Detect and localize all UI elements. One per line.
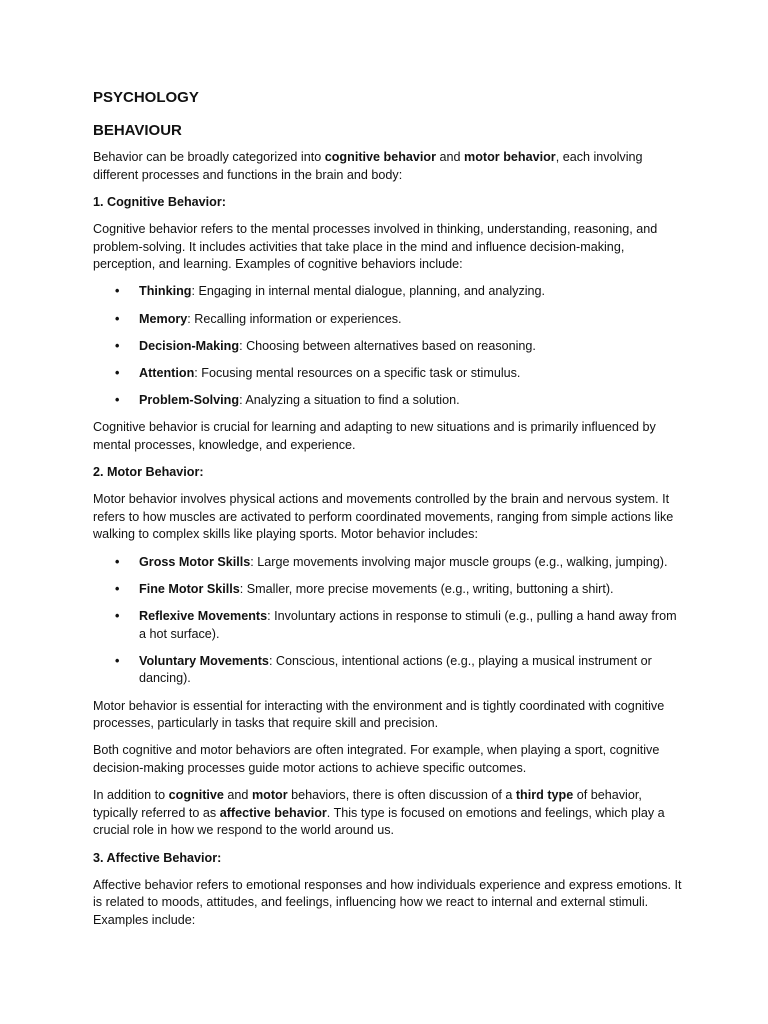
list-item-term: Fine Motor Skills <box>139 581 240 596</box>
document-subtitle: BEHAVIOUR <box>93 122 182 139</box>
bullet-icon: • <box>115 581 120 596</box>
bullet-icon: • <box>115 653 120 668</box>
intro-text-2: and <box>436 150 465 164</box>
list-item-text: : Smaller, more precise movements (e.g., writing, buttoning a shirt). <box>239 581 614 596</box>
cognitive-conclusion: Cognitive behavior is crucial for learning and adapting to new situations and is primarily influenced by mental processes, knowledge, and experience. <box>93 420 656 452</box>
list-item-term: Memory <box>139 311 188 326</box>
motor-list <box>93 554 683 688</box>
list-item-text: : Choosing between alternatives based on reasoning. <box>239 338 536 353</box>
list-item <box>93 283 683 301</box>
list-item <box>93 392 683 410</box>
third-text-5: . This type is focused on emotions and feelings, which play a crucial role in how we respond to the world around us. <box>93 805 665 838</box>
list-item <box>93 653 683 688</box>
intro-text-3: , each involving different processes and functions in the brain and body: <box>93 150 643 182</box>
list-item-text: : Analyzing a situation to find a solution. <box>239 393 460 408</box>
list-item-term: Thinking <box>139 284 192 299</box>
list-item <box>93 581 683 599</box>
list-item-text: : Large movements involving major muscle groups (e.g., walking, jumping). <box>250 554 668 569</box>
bullet-icon: • <box>115 365 120 380</box>
third-bold-motor: motor <box>251 788 288 803</box>
bullet-icon: • <box>115 609 120 623</box>
list-item-term: Reflexive Movements <box>139 609 268 623</box>
motor-description: Motor behavior involves physical actions and movements controlled by the brain and nervous system. It refers to how muscles are activated to perform coordinated movements, ranging from simple actions like walking to complex skills like playing sports. Motor behavior includes: <box>93 492 674 542</box>
motor-conclusion: Motor behavior is essential for interacting with the environment and is tightly coordinated with cognitive processes, particularly in tasks that require skill and precision. <box>93 698 665 731</box>
third-text-1: In addition to <box>93 788 169 803</box>
bullet-icon: • <box>115 284 120 299</box>
intro-bold-motor: motor behavior <box>464 150 556 164</box>
list-item-term: Attention <box>139 365 195 380</box>
list-item <box>93 608 683 643</box>
third-text-3: behaviors, there is often discussion of a <box>287 788 516 803</box>
list-item-text: : Recalling information or experiences. <box>187 311 402 326</box>
cognitive-list <box>93 283 683 409</box>
list-item <box>93 338 683 356</box>
document-title: PSYCHOLOGY <box>93 89 199 106</box>
document-page <box>93 88 683 939</box>
third-bold-affective: affective behavior <box>219 805 327 820</box>
affective-description: Affective behavior refers to emotional responses and how individuals experience and express emotions. It is related to moods, attitudes, and feelings, influencing how we react to internal and external stimuli. Examples include: <box>93 877 682 927</box>
bullet-icon: • <box>115 393 120 408</box>
list-item-term: Decision-Making <box>139 338 240 353</box>
list-item-text: : Focusing mental resources on a specific task or stimulus. <box>194 365 521 380</box>
intro-bold-cognitive: cognitive behavior <box>324 150 437 164</box>
list-item-text: : Involuntary actions in response to stimuli (e.g., pulling a hand away from a hot surface). <box>139 609 677 641</box>
third-bold-cognitive: cognitive <box>168 788 224 803</box>
list-item-text: : Engaging in internal mental dialogue, planning, and analyzing. <box>191 284 546 299</box>
third-type-paragraph <box>93 787 683 840</box>
third-text-2: and <box>223 788 252 803</box>
motor-heading: 2. Motor Behavior: <box>93 465 204 480</box>
list-item-term: Voluntary Movements <box>139 653 269 668</box>
list-item <box>93 554 683 572</box>
list-item-term: Problem-Solving <box>139 393 240 408</box>
cognitive-heading: 1. Cognitive Behavior: <box>93 194 226 209</box>
bullet-icon: • <box>115 554 120 569</box>
list-item <box>93 311 683 329</box>
intro-paragraph <box>93 149 683 184</box>
intro-text-1: Behavior can be broadly categorized into <box>93 150 325 164</box>
integration-paragraph: Both cognitive and motor behaviors are often integrated. For example, when playing a sport, cognitive decision-making processes guide motor actions to achieve specific outcomes. <box>93 743 660 775</box>
affective-heading: 3. Affective Behavior: <box>93 850 222 865</box>
bullet-icon: • <box>115 311 120 326</box>
list-item-text: : Conscious, intentional actions (e.g., playing a musical instrument or dancing). <box>139 653 652 686</box>
list-item <box>93 365 683 383</box>
bullet-icon: • <box>115 338 120 353</box>
cognitive-description: Cognitive behavior refers to the mental processes involved in thinking, understanding, reasoning, and problem-solving. It includes activities that take place in the mind and influence decision-making, perception, and learning. Examples of cognitive behaviors include: <box>93 221 658 272</box>
third-bold-third-type: third type <box>515 788 574 803</box>
third-text-4: of behavior, typically referred to as <box>93 788 642 820</box>
list-item-term: Gross Motor Skills <box>139 554 251 569</box>
